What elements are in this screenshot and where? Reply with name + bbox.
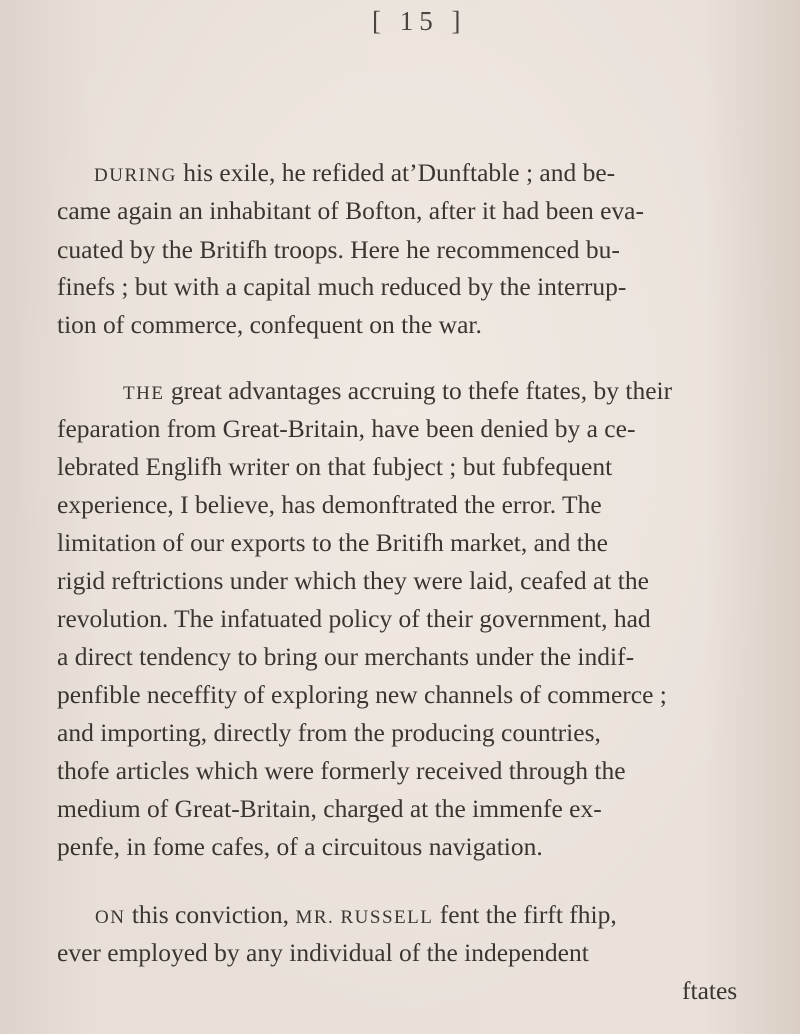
text-line: ever employed by any individual of the independent: [57, 938, 589, 967]
line-text: fent the firft fhip,: [433, 900, 617, 929]
text-line: revolution. The infatuated policy of their government, had: [57, 604, 651, 633]
text-line: penfible neceffity of exploring new channels of commerce ;: [57, 680, 667, 709]
text-line: penfe, in fome cafes, of a circuitous navigation.: [57, 832, 543, 861]
text-line: thofe articles which were formerly received through the: [57, 756, 626, 785]
page-number: [ 15 ]: [372, 6, 467, 36]
text-line: experience, I believe, has demonftrated the error. The: [57, 490, 602, 519]
text-line: [123, 375, 672, 410]
text-line: [94, 157, 615, 192]
lead-word: DURING: [94, 165, 177, 186]
line-text: this conviction,: [125, 900, 296, 929]
text-line: lebrated Englifh writer on that fubject ; but fubfequent: [57, 452, 613, 481]
text-line: and importing, directly from the producing countries,: [57, 718, 601, 747]
lead-word: THE: [123, 383, 165, 404]
text-line: limitation of our exports to the Britifh market, and the: [57, 528, 608, 557]
text-line: cuated by the Britifh troops. Here he recommenced bu-: [57, 235, 620, 264]
line-text: great advantages accruing to thefe ftates, by their: [164, 376, 673, 405]
text-line: medium of Great-Britain, charged at the immenfe ex-: [57, 794, 602, 823]
text-line: [95, 899, 617, 934]
catchword: ftates: [682, 976, 738, 1005]
text-line: a direct tendency to bring our merchants under the indif-: [57, 642, 635, 671]
line-text: his exile, he refided at’Dunftable ; and be-: [176, 158, 616, 187]
text-line: rigid reftrictions under which they were laid, ceafed at the: [57, 566, 649, 595]
text-line: tion of commerce, confequent on the war.: [57, 310, 482, 339]
text-line: came again an inhabitant of Bofton, after it had been eva-: [57, 196, 644, 225]
text-line: finefs ; but with a capital much reduced by the interrup-: [57, 272, 627, 301]
text-line: feparation from Great-Britain, have been denied by a ce-: [57, 414, 636, 443]
lead-word: ON: [95, 907, 126, 928]
person-name: MR. RUSSELL: [295, 907, 434, 928]
